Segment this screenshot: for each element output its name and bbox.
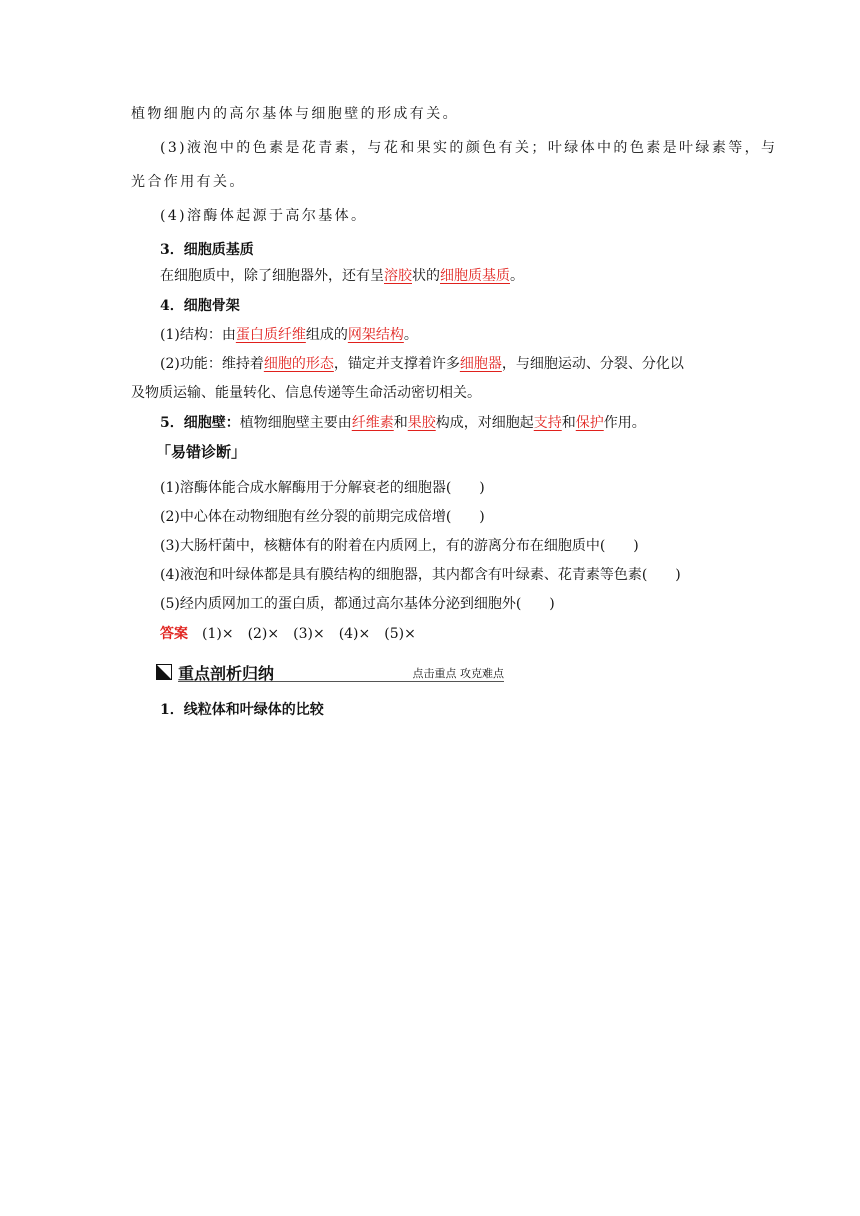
question-text: (4)液泡和叶绿体都是具有膜结构的细胞器，其内都含有叶绿素、花青素等色素( <box>160 567 648 583</box>
answer-blank: 保护 <box>575 415 604 431</box>
paren-close: ) <box>633 538 639 554</box>
text-run: (1)结构：由 <box>160 327 236 343</box>
answer-label: 答案 <box>160 626 188 642</box>
answer-blank: 纤维素 <box>351 415 394 431</box>
answer-line <box>160 624 416 644</box>
question-text: (3)大肠杆菌中，核糖体有的附着在内质网上，有的游离分布在细胞质中( <box>160 538 606 554</box>
question-text: (1)溶酶体能合成水解酶用于分解衰老的细胞器( <box>160 480 452 496</box>
section-4-function <box>160 354 684 374</box>
answer-blank: 网架结构 <box>347 327 404 343</box>
answer-blank: 支持 <box>533 415 562 431</box>
text-run: 状的 <box>412 268 440 284</box>
left-bracket: 「 <box>156 443 172 461</box>
right-bracket: 」 <box>231 443 247 461</box>
text-run: 。 <box>510 268 524 284</box>
answer-blank: 细胞的形态 <box>263 356 334 372</box>
text-run: 在细胞质中，除了细胞器外，还有呈 <box>160 268 384 284</box>
text-run: 构成，对细胞起 <box>435 415 534 431</box>
answer-blank: 溶胶 <box>384 268 412 284</box>
text-line-3: 光合作用有关。 <box>131 174 246 190</box>
answer-blank: 细胞器 <box>459 356 502 372</box>
triangle-icon <box>156 664 172 680</box>
section-banner <box>156 662 504 682</box>
section-5-paragraph <box>160 413 646 433</box>
comparison-heading: 1．线粒体和叶绿体的比较 <box>160 702 324 718</box>
text-run: 组成的 <box>305 327 348 343</box>
question-text: (5)经内质网加工的蛋白质，都通过高尔基体分泌到细胞外( <box>160 596 522 612</box>
section-title: 重点剖析归纳 <box>178 664 275 683</box>
question-text: (2)中心体在动物细胞有丝分裂的前期完成倍增( <box>160 509 452 525</box>
answer-blank: 细胞质基质 <box>440 268 510 284</box>
section-4-structure <box>160 325 418 345</box>
diagnosis-item <box>160 507 485 527</box>
diagnosis-item <box>160 594 555 614</box>
section-3-heading: 3．细胞质基质 <box>160 242 254 258</box>
text-run: 。 <box>403 327 418 343</box>
paren-close: ) <box>549 596 555 612</box>
text-run: 作用。 <box>603 415 646 431</box>
divider <box>178 681 504 682</box>
paren-close: ) <box>675 567 681 583</box>
diagnosis-heading <box>156 441 246 462</box>
diagnosis-item <box>160 478 485 498</box>
answer-blank: 蛋白质纤维 <box>235 327 306 343</box>
answer-item: (1)× <box>202 626 234 642</box>
text-run: (2)功能：维持着 <box>160 356 264 372</box>
paren-close: ) <box>479 509 485 525</box>
section-subtitle: 点击重点 攻克难点 <box>412 667 504 680</box>
text-line-2: (3)液泡中的色素是花青素，与花和果实的颜色有关；叶绿体中的色素是叶绿素等，与 <box>160 140 778 156</box>
paren-close: ) <box>479 480 485 496</box>
text-run: 和 <box>561 415 576 431</box>
section-4-heading: 4．细胞骨架 <box>160 298 240 314</box>
diagnosis-item <box>160 536 639 556</box>
text-line-4: (4)溶酶体起源于高尔基体。 <box>160 208 368 224</box>
answer-item: (2)× <box>247 626 280 642</box>
text-run: 和 <box>393 415 408 431</box>
text-run: ，锚定并支撑着许多 <box>333 356 460 372</box>
answer-blank: 果胶 <box>407 415 436 431</box>
section-4-function-cont: 及物质运输、能量转化、信息传递等生命活动密切相关。 <box>131 385 481 401</box>
text-line-1: 植物细胞内的高尔基体与细胞壁的形成有关。 <box>131 106 459 122</box>
answer-item: (4)× <box>338 626 371 642</box>
section-3-paragraph <box>160 266 524 286</box>
text-run: ，与细胞运动、分裂、分化以 <box>501 356 684 372</box>
answer-item: (3)× <box>293 626 325 642</box>
diagnosis-item <box>160 565 681 585</box>
section-5-heading: 5．细胞壁： <box>160 415 240 431</box>
answer-item: (5)× <box>384 626 416 642</box>
text-run: 植物细胞壁主要由 <box>239 415 352 431</box>
diagnosis-title: 易错诊断 <box>171 443 232 461</box>
